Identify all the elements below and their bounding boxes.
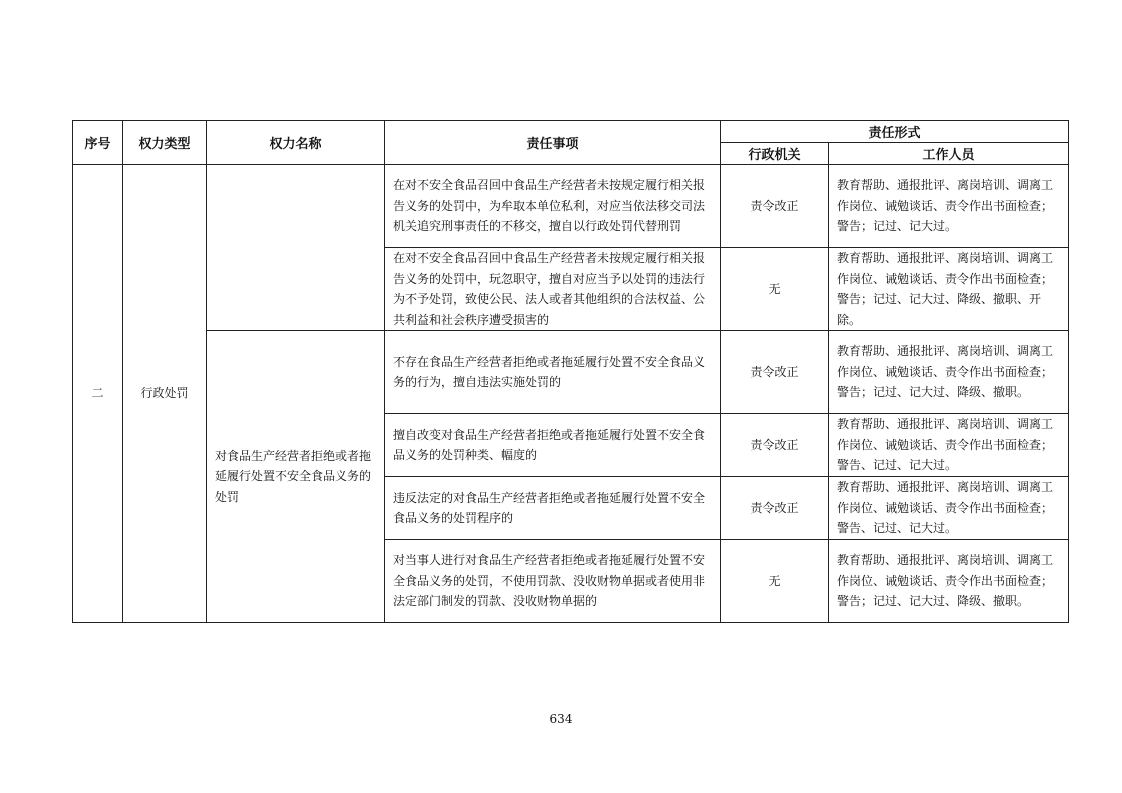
power-name-cell-empty	[207, 165, 385, 331]
admin-cell: 责令改正	[721, 477, 829, 540]
admin-cell: 责令改正	[721, 331, 829, 414]
duty-cell: 在对不安全食品召回中食品生产经营者未按规定履行相关报告义务的处罚中，为牟取本单位私利，对应当依法移交司法机关追究刑事责任的不移交，擅自以行政处罚代替刑罚	[385, 165, 721, 248]
header-seq: 序号	[73, 121, 123, 165]
staff-cell: 教育帮助、通报批评、离岗培训、调离工作岗位、诫勉谈话、责令作出书面检查；警告、记过、记大过。	[829, 414, 1069, 477]
header-resp-form: 责任形式	[721, 121, 1069, 143]
duty-cell: 对当事人进行对食品生产经营者拒绝或者拖延履行处置不安全食品义务的处罚，不使用罚款、没收财物单据或者使用非法定部门制发的罚款、没收财物单据的	[385, 540, 721, 623]
header-row-1	[73, 121, 1069, 143]
staff-cell: 教育帮助、通报批评、离岗培训、调离工作岗位、诫勉谈话、责令作出书面检查；警告；记过、记大过、降级、撤职。	[829, 540, 1069, 623]
page-number: 634	[549, 712, 573, 726]
duty-cell: 在对不安全食品召回中食品生产经营者未按规定履行相关报告义务的处罚中，玩忽职守，擅自对应当予以处罚的违法行为不予处罚，致使公民、法人或者其他组织的合法权益、公共利益和社会秩序遭受损害的	[385, 248, 721, 331]
admin-cell: 责令改正	[721, 414, 829, 477]
staff-cell: 教育帮助、通报批评、离岗培训、调离工作岗位、诫勉谈话、责令作出书面检查；警告、记过、记大过。	[829, 477, 1069, 540]
admin-cell: 无	[721, 248, 829, 331]
header-power-name: 权力名称	[207, 121, 385, 165]
table-row	[73, 165, 1069, 248]
header-staff: 工作人员	[829, 143, 1069, 165]
header-duty: 责任事项	[385, 121, 721, 165]
staff-cell: 教育帮助、通报批评、离岗培训、调离工作岗位、诫勉谈话、责令作出书面检查；警告；记过、记大过、降级、撤职。	[829, 331, 1069, 414]
admin-cell: 责令改正	[721, 165, 829, 248]
table-row	[73, 331, 1069, 414]
duty-cell: 不存在食品生产经营者拒绝或者拖延履行处置不安全食品义务的行为，擅自违法实施处罚的	[385, 331, 721, 414]
admin-cell: 无	[721, 540, 829, 623]
staff-cell: 教育帮助、通报批评、离岗培训、调离工作岗位、诫勉谈话、责令作出书面检查；警告；记过、记大过、降级、撤职、开除。	[829, 248, 1069, 331]
header-power-type: 权力类型	[123, 121, 207, 165]
seq-cell: 二	[73, 165, 123, 623]
staff-cell: 教育帮助、通报批评、离岗培训、调离工作岗位、诫勉谈话、责令作出书面检查；警告；记过、记大过。	[829, 165, 1069, 248]
power-type-cell: 行政处罚	[123, 165, 207, 623]
duty-cell: 擅自改变对食品生产经营者拒绝或者拖延履行处置不安全食品义务的处罚种类、幅度的	[385, 414, 721, 477]
duty-cell: 违反法定的对食品生产经营者拒绝或者拖延履行处置不安全食品义务的处罚程序的	[385, 477, 721, 540]
header-admin-org: 行政机关	[721, 143, 829, 165]
power-name-cell: 对食品生产经营者拒绝或者拖延履行处置不安全食品义务的处罚	[207, 331, 385, 623]
responsibility-table	[72, 120, 1069, 623]
